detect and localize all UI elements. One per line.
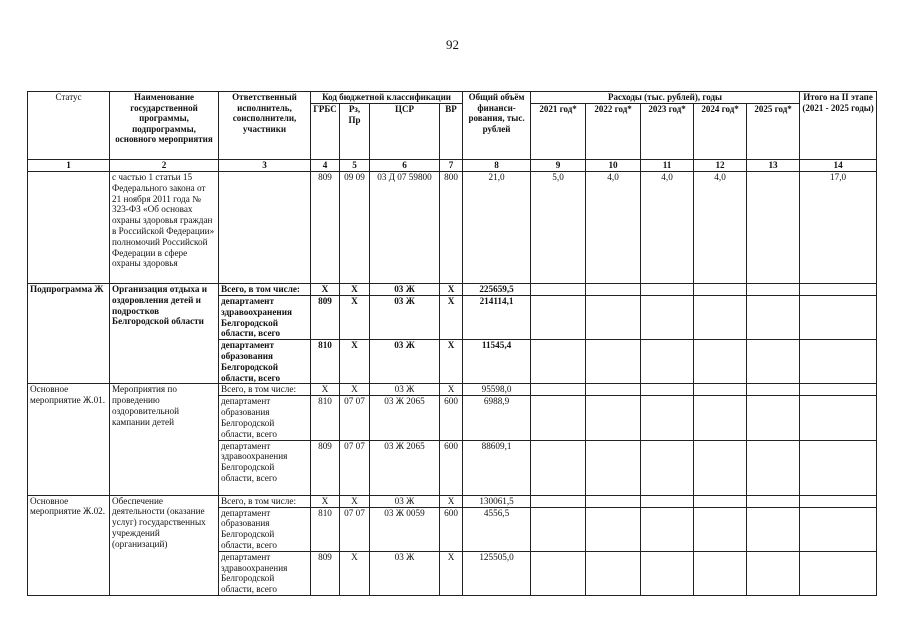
- row-grbs: Х: [311, 284, 340, 296]
- budget-table: [27, 91, 877, 596]
- row-2023: 4,0: [641, 172, 694, 284]
- row-total: 21,0: [463, 172, 531, 284]
- header-2025: 2025 год*: [747, 104, 800, 160]
- row-rzpr: Х: [340, 296, 370, 340]
- row-grbs: Х: [311, 495, 340, 507]
- row-name: Мероприятия по проведению оздоровительной кампании детей: [110, 384, 219, 495]
- row-grbs: 810: [311, 340, 340, 384]
- row-csr: 03 Ж: [370, 495, 440, 507]
- row-executor: департамент образования Белгородской области, всего: [219, 507, 311, 551]
- column-number: 8: [463, 160, 531, 172]
- row-rzpr: Х: [340, 384, 370, 396]
- row-2021: [531, 284, 586, 296]
- row-executor: департамент здравоохранения Белгородской области, всего: [219, 440, 311, 495]
- row-2022: [586, 284, 641, 296]
- row-2024: [694, 284, 747, 296]
- row-stage-total: 17,0: [800, 172, 877, 284]
- row-grbs: 809: [311, 551, 340, 595]
- header-expenses: Расходы (тыс. рублей), годы: [531, 92, 800, 104]
- row-grbs: 809: [311, 172, 340, 284]
- column-number: 10: [586, 160, 641, 172]
- row-rzpr: 07 07: [340, 440, 370, 495]
- header-2022: 2022 год*: [586, 104, 641, 160]
- column-number: 7: [440, 160, 463, 172]
- row-vr: 600: [440, 440, 463, 495]
- row-2025: [747, 172, 800, 284]
- column-number: 5: [340, 160, 370, 172]
- row-rzpr: Х: [340, 551, 370, 595]
- row-executor: департамент здравоохранения Белгородской области, всего: [219, 551, 311, 595]
- row-total: 11545,4: [463, 340, 531, 384]
- row-rzpr: Х: [340, 284, 370, 296]
- row-total: 125505,0: [463, 551, 531, 595]
- column-number: 3: [219, 160, 311, 172]
- column-number: 1: [28, 160, 110, 172]
- row-total: 130061,5: [463, 495, 531, 507]
- row-vr: Х: [440, 340, 463, 384]
- row-grbs: 809: [311, 296, 340, 340]
- row-rzpr: Х: [340, 495, 370, 507]
- row-vr: Х: [440, 284, 463, 296]
- header-stage-total: Итого на II этапе (2021 - 2025 годы): [800, 92, 877, 160]
- row-vr: Х: [440, 551, 463, 595]
- table-row: [28, 172, 877, 284]
- row-rzpr: 07 07: [340, 396, 370, 440]
- header-status: Статус: [28, 92, 110, 160]
- row-csr: 03 Ж 0059: [370, 507, 440, 551]
- header-grbs: ГРБС: [311, 104, 340, 160]
- row-total: 88609,1: [463, 440, 531, 495]
- row-rzpr: 07 07: [340, 507, 370, 551]
- column-number: 2: [110, 160, 219, 172]
- row-csr: 03 Ж 2065: [370, 440, 440, 495]
- table-row: [28, 284, 877, 296]
- row-csr: 03 Ж: [370, 296, 440, 340]
- row-csr: 03 Ж: [370, 551, 440, 595]
- table-row: [28, 384, 877, 396]
- row-grbs: 810: [311, 396, 340, 440]
- row-rzpr: 09 09: [340, 172, 370, 284]
- row-executor: департамент здравоохранения Белгородской области, всего: [219, 296, 311, 340]
- header-csr: ЦСР: [370, 104, 440, 160]
- column-number: 9: [531, 160, 586, 172]
- row-executor: Всего, в том числе:: [219, 384, 311, 396]
- row-vr: 600: [440, 507, 463, 551]
- table-row: [28, 495, 877, 507]
- column-number: 14: [800, 160, 877, 172]
- row-2023: [641, 284, 694, 296]
- column-number-row: [28, 160, 877, 172]
- row-executor: [219, 172, 311, 284]
- row-stage-total: [800, 284, 877, 296]
- row-status: Основное мероприятие Ж.01.: [28, 384, 110, 495]
- column-number: 6: [370, 160, 440, 172]
- row-status: Основное мероприятие Ж.02.: [28, 495, 110, 595]
- header-2023: 2023 год*: [641, 104, 694, 160]
- row-vr: 800: [440, 172, 463, 284]
- row-2022: 4,0: [586, 172, 641, 284]
- row-2025: [747, 284, 800, 296]
- row-grbs: 810: [311, 507, 340, 551]
- row-csr: 03 Ж: [370, 384, 440, 396]
- header-name: Наименование государственной программы, подпрограммы, основного мероприятия: [110, 92, 219, 160]
- row-executor: департамент образования Белгородской области, всего: [219, 396, 311, 440]
- page-number: 92: [446, 37, 459, 52]
- row-name: с частью 1 статьи 15 Федерального закона от 21 ноября 2011 года № 323-ФЗ «Об основах охраны здоровья граждан в Российской Федерации» полномочий Российской Федерации в сфере охраны здоровья: [110, 172, 219, 284]
- header-2024: 2024 год*: [694, 104, 747, 160]
- row-csr: 03 Ж: [370, 284, 440, 296]
- row-rzpr: Х: [340, 340, 370, 384]
- row-vr: Х: [440, 296, 463, 340]
- row-status: Подпрограмма Ж: [28, 284, 110, 384]
- row-name: Организация отдыха и оздоровления детей и подростков Белгородской области: [110, 284, 219, 384]
- header-total-volume: Общий объём финанси-рования, тыс. рублей: [463, 92, 531, 160]
- row-csr: 03 Д 07 59800: [370, 172, 440, 284]
- header-rzpr: Рз, Пр: [340, 104, 370, 160]
- row-name: Обеспечение деятельности (оказание услуг) государственных учреждений (организаций): [110, 495, 219, 595]
- header-2021: 2021 год*: [531, 104, 586, 160]
- row-total: 214114,1: [463, 296, 531, 340]
- column-number: 11: [641, 160, 694, 172]
- header-executor: Ответственный исполнитель, соисполнители, участники: [219, 92, 311, 160]
- row-total: 6988,9: [463, 396, 531, 440]
- column-number: 12: [694, 160, 747, 172]
- row-csr: 03 Ж 2065: [370, 396, 440, 440]
- row-executor: Всего, в том числе:: [219, 284, 311, 296]
- header-vr: ВР: [440, 104, 463, 160]
- row-total: 225659,5: [463, 284, 531, 296]
- row-executor: департамент образования Белгородской области, всего: [219, 340, 311, 384]
- column-number: 4: [311, 160, 340, 172]
- row-csr: 03 Ж: [370, 340, 440, 384]
- row-2021: 5,0: [531, 172, 586, 284]
- row-vr: 600: [440, 396, 463, 440]
- row-total: 4556,5: [463, 507, 531, 551]
- header-budget-code: Код бюджетной классификации: [311, 92, 463, 104]
- row-vr: Х: [440, 495, 463, 507]
- row-grbs: 809: [311, 440, 340, 495]
- row-grbs: Х: [311, 384, 340, 396]
- row-total: 95598,0: [463, 384, 531, 396]
- column-number: 13: [747, 160, 800, 172]
- row-executor: Всего, в том числе:: [219, 495, 311, 507]
- row-2024: 4,0: [694, 172, 747, 284]
- row-vr: Х: [440, 384, 463, 396]
- row-status: [28, 172, 110, 284]
